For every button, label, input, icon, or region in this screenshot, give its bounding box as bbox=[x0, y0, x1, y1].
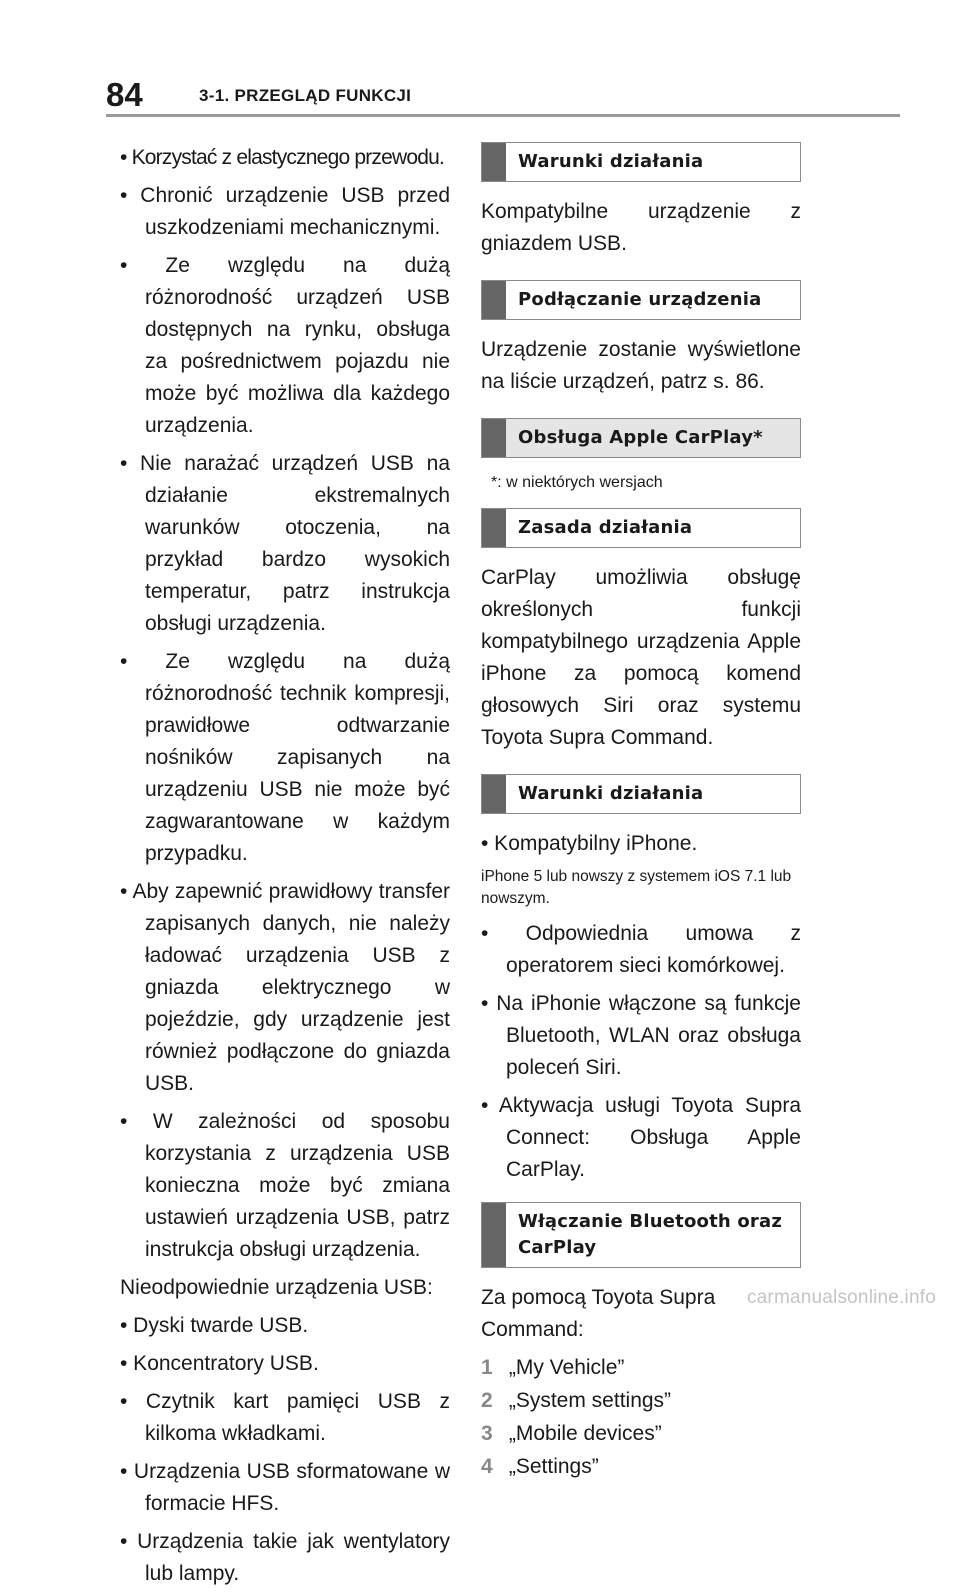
heading-box-label: Warunki działania bbox=[518, 783, 704, 804]
heading-box-connecting-device bbox=[481, 280, 801, 320]
heading-box-apple-carplay bbox=[481, 418, 801, 458]
heading-box-label: Podłączanie urządzenia bbox=[518, 289, 762, 310]
list-item: • Urządzenia USB sformatowane w formacie HFS. bbox=[120, 1460, 450, 1515]
step-item bbox=[481, 1418, 801, 1450]
section-title: 3-1. PRZEGLĄD FUNKCJI bbox=[199, 86, 412, 105]
heading-box-enable-bluetooth-carplay bbox=[481, 1202, 801, 1268]
paragraph: CarPlay umożliwia obsługę określonych funkcji kompatybilnego urządzenia Apple iPhone za pomocą komend głosowych Siri oraz systemu Toyota Supra Command. bbox=[481, 566, 801, 749]
heading-box-label: Zasada działania bbox=[518, 517, 693, 538]
step-item bbox=[481, 1451, 801, 1483]
list-item: • Czytnik kart pamięci USB z kilkoma wkładkami. bbox=[120, 1390, 450, 1445]
list-item: • Korzystać z elastycznego przewodu. bbox=[120, 146, 445, 169]
unsuitable-devices-heading: Nieodpowiednie urządzenia USB: bbox=[120, 1276, 433, 1299]
list-item: • Koncentratory USB. bbox=[120, 1352, 319, 1375]
step-number: 2 bbox=[481, 1389, 493, 1412]
list-item: • Chronić urządzenie USB przed uszkodzeniami mechanicznymi. bbox=[120, 184, 450, 239]
list-item: • Dyski twarde USB. bbox=[120, 1314, 309, 1337]
list-item: • Ze względu na dużą różnorodność urządzeń USB dostępnych na rynku, obsługa za pośrednictwem pojazdu nie może być możliwa dla każdego urządzenia. bbox=[120, 254, 450, 437]
footnote: *: w niektórych wersjach bbox=[491, 474, 663, 491]
list-item: • Aktywacja usługi Toyota Supra Connect: Obsługa Apple CarPlay. bbox=[481, 1094, 801, 1181]
list-item: • Kompatybilny iPhone. bbox=[481, 832, 698, 855]
heading-box-bar bbox=[482, 281, 506, 319]
heading-box-bar bbox=[482, 143, 506, 181]
step-text: „System settings” bbox=[508, 1389, 672, 1412]
watermark: carmanualsonline.info bbox=[746, 1287, 936, 1308]
step-text: „Settings” bbox=[508, 1455, 599, 1478]
heading-box-bar bbox=[482, 1203, 506, 1267]
step-number: 1 bbox=[481, 1356, 493, 1379]
heading-box-bar bbox=[482, 419, 506, 457]
list-item: • Odpowiednia umowa z operatorem sieci komórkowej. bbox=[481, 922, 801, 977]
step-item bbox=[481, 1352, 801, 1384]
step-text: „My Vehicle” bbox=[508, 1356, 625, 1379]
left-column bbox=[120, 142, 450, 1596]
step-text: „Mobile devices” bbox=[508, 1422, 662, 1445]
step-number: 4 bbox=[481, 1455, 493, 1478]
iphone-requirement-note: iPhone 5 lub nowszy z systemem iOS 7.1 lub nowszym. bbox=[481, 868, 792, 907]
paragraph: Urządzenie zostanie wyświetlone na liście urządzeń, patrz s. 86. bbox=[481, 338, 801, 393]
header-rule bbox=[106, 114, 900, 117]
list-item: • Urządzenia takie jak wentylatory lub lampy. bbox=[120, 1530, 450, 1585]
list-item: • Ze względu na dużą różnorodność technik kompresji, prawidłowe odtwarzanie nośników zapisanych na urządzeniu USB nie może być zagwarantowane w każdym przypadku. bbox=[120, 650, 450, 865]
page-number: 84 bbox=[106, 76, 143, 113]
list-item: • W zależności od sposobu korzystania z urządzenia USB konieczna może być zmiana ustawień urządzenia USB, patrz instrukcja obsługi urządzenia. bbox=[120, 1110, 450, 1261]
heading-box-bar bbox=[482, 509, 506, 547]
heading-box-bar bbox=[482, 775, 506, 813]
list-item: • Aby zapewnić prawidłowy transfer zapisanych danych, nie należy ładować urządzenia USB z gniazda elektrycznego w pojeździe, gdy urządzenie jest również podłączone do gniazda USB. bbox=[120, 880, 450, 1095]
paragraph: Kompatybilne urządzenie z gniazdem USB. bbox=[481, 200, 801, 255]
right-column bbox=[481, 142, 801, 1484]
step-item bbox=[481, 1385, 801, 1417]
paragraph: Za pomocą Toyota Supra Command: bbox=[481, 1286, 716, 1341]
heading-box-label: Obsługa Apple CarPlay* bbox=[518, 427, 763, 448]
heading-box-label: Włączanie Bluetooth oraz CarPlay bbox=[518, 1211, 783, 1258]
heading-box-label: Warunki działania bbox=[518, 151, 704, 172]
heading-box-operating-conditions-2 bbox=[481, 774, 801, 814]
heading-box-operating-principle bbox=[481, 508, 801, 548]
step-number: 3 bbox=[481, 1422, 493, 1445]
heading-box-operating-conditions bbox=[481, 142, 801, 182]
list-item: • Nie narażać urządzeń USB na działanie ekstremalnych warunków otoczenia, na przykład bardzo wysokich temperatur, patrz instrukcja obsługi urządzenia. bbox=[120, 452, 450, 635]
list-item: • Na iPhonie włączone są funkcje Bluetooth, WLAN oraz obsługa poleceń Siri. bbox=[481, 992, 801, 1079]
